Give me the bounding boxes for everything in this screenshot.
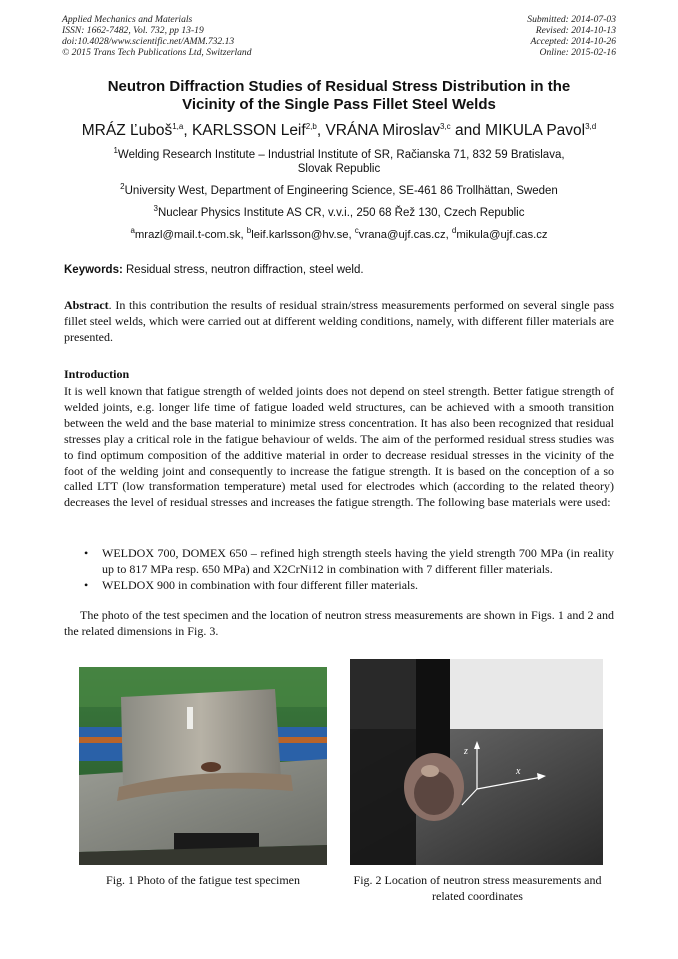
affiliation-text-cont: Slovak Republic xyxy=(297,163,381,175)
section-heading-introduction: Introduction xyxy=(64,367,130,381)
base-materials-list xyxy=(64,546,614,594)
figure-2-caption: Fig. 2 Location of neutron stress measurements and related coordinates xyxy=(353,873,602,903)
author-sep: and xyxy=(450,122,486,139)
author-sep: , xyxy=(183,122,192,139)
email-sup: d xyxy=(451,226,457,236)
intro-paragraph: It is well known that fatigue strength of welded joints does not depend on steel strength. Better fatigue strength of welded joints, e.g. longer life time of fatigue loaded weld structures, can be achieved with a smooth transition between the weld and the base material to minimize stress concentration. It has also been recognized that residual stresses play a critical role in the fatigue behaviour of welds. The aim of the performed residual stress studies was to find optimum composition of the additive material in order to decrease residual stresses in the vicinity of the foot of the welding joint and consequently to increase the fatigue strength. It is based on the conception of a so called LTT (low transformation temperature) metal used for electrodes which (according to the related theory) decreases the level of residual stresses and increases the fatigue strength. The following base materials were used: xyxy=(64,384,614,510)
author-sep: , xyxy=(316,122,326,139)
author-name: MRÁZ Ľuboš xyxy=(81,122,173,139)
author-sup: 1,a xyxy=(172,121,184,131)
figure-2-photo xyxy=(350,659,603,865)
figure-1-photo xyxy=(79,667,327,865)
affiliation-text: Nuclear Physics Institute AS CR, v.v.i., 250 68 Řež 130, Czech Republic xyxy=(157,207,525,219)
abstract xyxy=(64,298,614,346)
email-sup: b xyxy=(246,226,252,236)
email-sup: c xyxy=(354,226,359,236)
affiliation-text: Welding Research Institute – Industrial Institute of SR, Račianska 71, 832 59 Bratislava, xyxy=(117,149,565,161)
figure-1-caption: Fig. 1 Photo of the fatigue test specimen xyxy=(106,873,300,887)
email-link[interactable]: mikula@ujf.cas.cz xyxy=(456,229,548,241)
list-item-text: WELDOX 900 in combination with four different filler materials. xyxy=(102,577,419,592)
journal-name: Applied Mechanics and Materials xyxy=(62,14,193,25)
list-item-text: WELDOX 700, DOMEX 650 – refined high strength steels having the yield strength 700 MPa (in reality up to 817 MPa resp. 650 MPa) and X2CrNi12 in combination with 7 different filler materials. xyxy=(102,546,614,576)
axis-label-z: z xyxy=(464,746,468,757)
bullet-glyph: • xyxy=(84,577,89,592)
keywords xyxy=(64,264,624,276)
affiliation-sup: 3 xyxy=(153,204,158,214)
journal-header-right xyxy=(527,14,616,58)
author-name: MIKULA Pavol xyxy=(485,122,586,139)
issn-line: ISSN: 1662-7482, Vol. 732, pp 13-19 xyxy=(62,25,204,36)
list-item xyxy=(64,578,614,594)
author-sup: 3,c xyxy=(440,121,451,131)
axis-label-x: x xyxy=(516,766,521,777)
revised-date: Revised: 2014-10-13 xyxy=(535,25,616,36)
author-sup: 2,b xyxy=(305,121,317,131)
specimen-photo-illustration xyxy=(79,667,327,865)
email-sup: a xyxy=(130,226,135,236)
abstract-label: Abstract xyxy=(64,298,109,312)
author-sup: 3,d xyxy=(585,121,597,131)
keywords-label: Keywords: xyxy=(64,264,123,276)
keywords-text: Residual stress, neutron diffraction, steel weld. xyxy=(122,264,364,276)
title-line-2: Vicinity of the Single Pass Fillet Steel Welds xyxy=(182,96,496,113)
journal-header-left xyxy=(62,14,252,58)
title-line-1: Neutron Diffraction Studies of Residual Stress Distribution in the xyxy=(107,78,571,95)
email-list xyxy=(40,226,638,241)
affiliation-2 xyxy=(60,184,618,198)
online-date: Online: 2015-02-16 xyxy=(539,47,616,58)
abstract-text: . In this contribution the results of residual strain/stress measurements performed on several single pass fillet steel welds, which were carried out at different welding conditions, namely, with different filler materials are presented. xyxy=(64,298,614,344)
bullet-glyph: • xyxy=(84,546,89,560)
email-link[interactable]: vrana@ujf.cas.cz, xyxy=(358,229,452,241)
affiliation-3 xyxy=(60,206,618,220)
author-name: VRÁNA Miroslav xyxy=(325,122,440,139)
copyright-line: © 2015 Trans Tech Publications Ltd, Switzerland xyxy=(62,47,252,58)
accepted-date: Accepted: 2014-10-26 xyxy=(530,36,616,47)
weld-location-illustration xyxy=(350,659,603,865)
affiliation-sup: 2 xyxy=(120,182,125,192)
affiliation-text: University West, Department of Engineering Science, SE-461 86 Trollhättan, Sweden xyxy=(124,185,558,197)
figures-reference-paragraph: The photo of the test specimen and the location of neutron stress measurements are shown in Figs. 1 and 2 and the related dimensions in Fig. 3. xyxy=(64,608,614,638)
author-list xyxy=(40,122,638,140)
submitted-date: Submitted: 2014-07-03 xyxy=(527,14,616,25)
affiliation-sup: 1 xyxy=(113,146,118,156)
email-link[interactable]: mrazl@mail.t-com.sk, xyxy=(134,229,247,241)
list-item xyxy=(64,546,614,578)
paper-title xyxy=(40,78,638,114)
affiliation-1 xyxy=(60,148,618,176)
email-link[interactable]: leif.karlsson@hv.se, xyxy=(251,229,355,241)
doi-line: doi:10.4028/www.scientific.net/AMM.732.13 xyxy=(62,36,235,47)
author-name: KARLSSON Leif xyxy=(191,122,306,139)
